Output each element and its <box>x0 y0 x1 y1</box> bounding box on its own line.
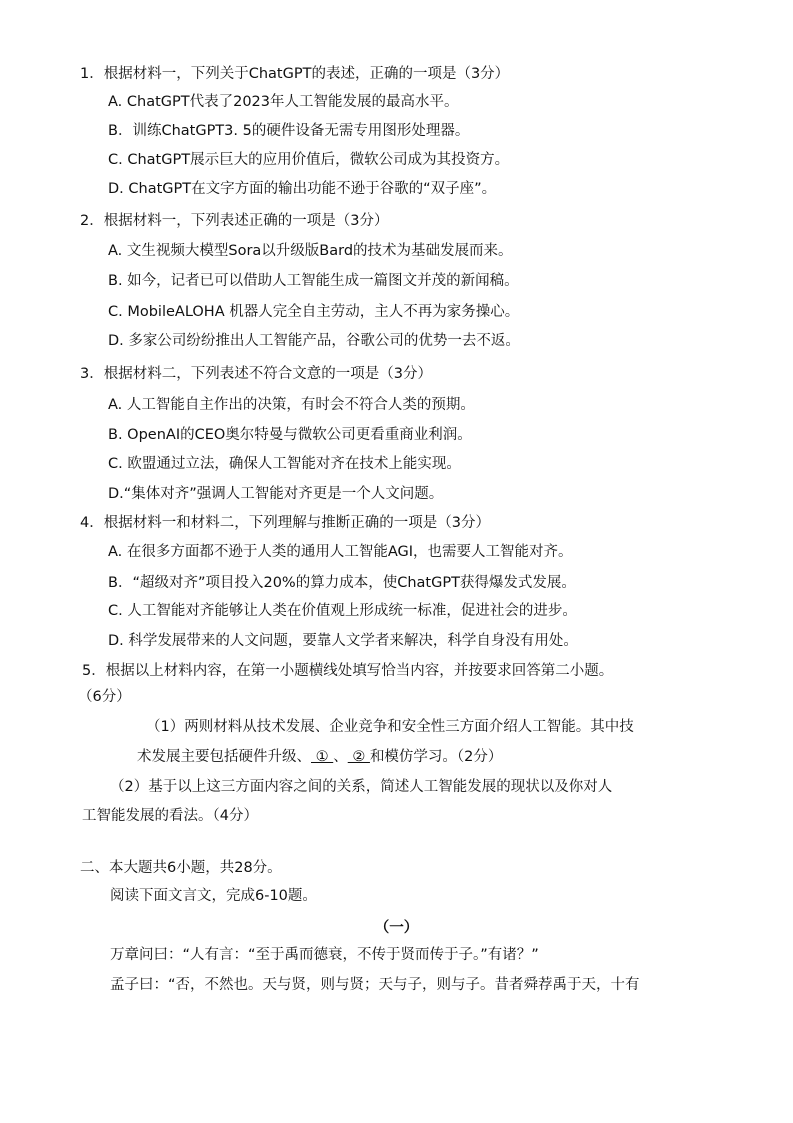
question-1-option-a: A. ChatGPT代表了2023年人工智能发展的最高水平。 <box>108 94 459 110</box>
question-2-option-d: D. 多家公司纷纷推出人工智能产品，谷歌公司的优势一去不返。 <box>108 333 520 349</box>
blank-separator: 、 <box>333 749 348 765</box>
question-4-option-a: A. 在很多方面都不逊于人类的通用人工智能AGI，也需要人工智能对齐。 <box>108 544 573 560</box>
question-5-part1-line1: （1）两则材料从技术发展、企业竞争和安全性三方面介绍人工智能。其中技 <box>146 719 634 735</box>
question-5-score: （6分） <box>78 689 131 705</box>
passage-title: （一） <box>374 920 419 936</box>
section-2-heading: 二、本大题共6小题，共28分。 <box>80 860 282 876</box>
part1-line2-suffix: 和模仿学习。（2分） <box>369 749 503 765</box>
part1-line2-prefix: 术发展主要包括硬件升级、 <box>137 749 311 765</box>
question-2-option-c: C. MobileALOHA 机器人完全自主劳动，主人不再为家务操心。 <box>108 304 520 320</box>
question-4-option-d: D. 科学发展带来的人文问题，要靠人文学者来解决，科学自身没有用处。 <box>108 633 578 649</box>
question-1-option-b: B．训练ChatGPT3. 5的硬件设备无需专用图形处理器。 <box>108 123 470 139</box>
question-4-option-b: B．“超级对齐”项目投入20%的算力成本，使ChatGPT获得爆发式发展。 <box>108 575 576 591</box>
question-5-stem: 5．根据以上材料内容，在第一小题横线处填写恰当内容，并按要求回答第二小题。 <box>82 663 614 679</box>
question-1-option-c: C. ChatGPT展示巨大的应用价值后，微软公司成为其投资方。 <box>108 152 510 168</box>
question-3-option-c: C. 欧盟通过立法，确保人工智能对齐在技术上能实现。 <box>108 456 461 472</box>
question-5-part2-line1: （2）基于以上这三方面内容之间的关系，简述人工智能发展的现状以及你对人 <box>110 779 613 795</box>
question-3-option-b: B. OpenAI的CEO奥尔特曼与微软公司更看重商业利润。 <box>108 427 472 443</box>
question-2-option-b: B. 如今，记者已可以借助人工智能生成一篇图文并茂的新闻稿。 <box>108 273 519 289</box>
question-2-option-a: A. 文生视频大模型Sora以升级版Bard的技术为基础发展而来。 <box>108 243 513 259</box>
question-1-stem: 1．根据材料一，下列关于ChatGPT的表述，正确的一项是（3分） <box>80 66 510 82</box>
question-2-stem: 2．根据材料一，下列表述正确的一项是（3分） <box>80 213 389 229</box>
question-4-stem: 4．根据材料一和材料二，下列理解与推断正确的一项是（3分） <box>80 515 490 531</box>
question-4-option-c: C. 人工智能对齐能够让人类在价值观上形成统一标准，促进社会的进步。 <box>108 603 577 619</box>
section-2-instruction: 阅读下面文言文，完成6-10题。 <box>110 888 317 904</box>
question-3-option-d: D.“集体对齐”强调人工智能对齐更是一个人文问题。 <box>108 486 444 502</box>
question-5-part1-line2 <box>137 747 502 767</box>
question-1-option-d: D. ChatGPT在文字方面的输出功能不逊于谷歌的“双子座”。 <box>108 181 497 197</box>
question-3-option-a: A. 人工智能自主作出的决策，有时会不符合人类的预期。 <box>108 397 475 413</box>
passage-paragraph-1: 万章问曰：“人有言：“至于禹而德衰，不传于贤而传于子。”有诸？” <box>110 947 539 963</box>
question-5-part2-line2: 工智能发展的看法。（4分） <box>82 808 258 824</box>
blank-2: ② <box>347 749 370 765</box>
blank-1: ① <box>311 749 334 765</box>
passage-paragraph-2: 孟子曰：“否，不然也。天与贤，则与贤；天与子，则与子。昔者舜荐禹于天，十有 <box>110 977 640 993</box>
question-3-stem: 3．根据材料二，下列表述不符合文意的一项是（3分） <box>80 366 432 382</box>
